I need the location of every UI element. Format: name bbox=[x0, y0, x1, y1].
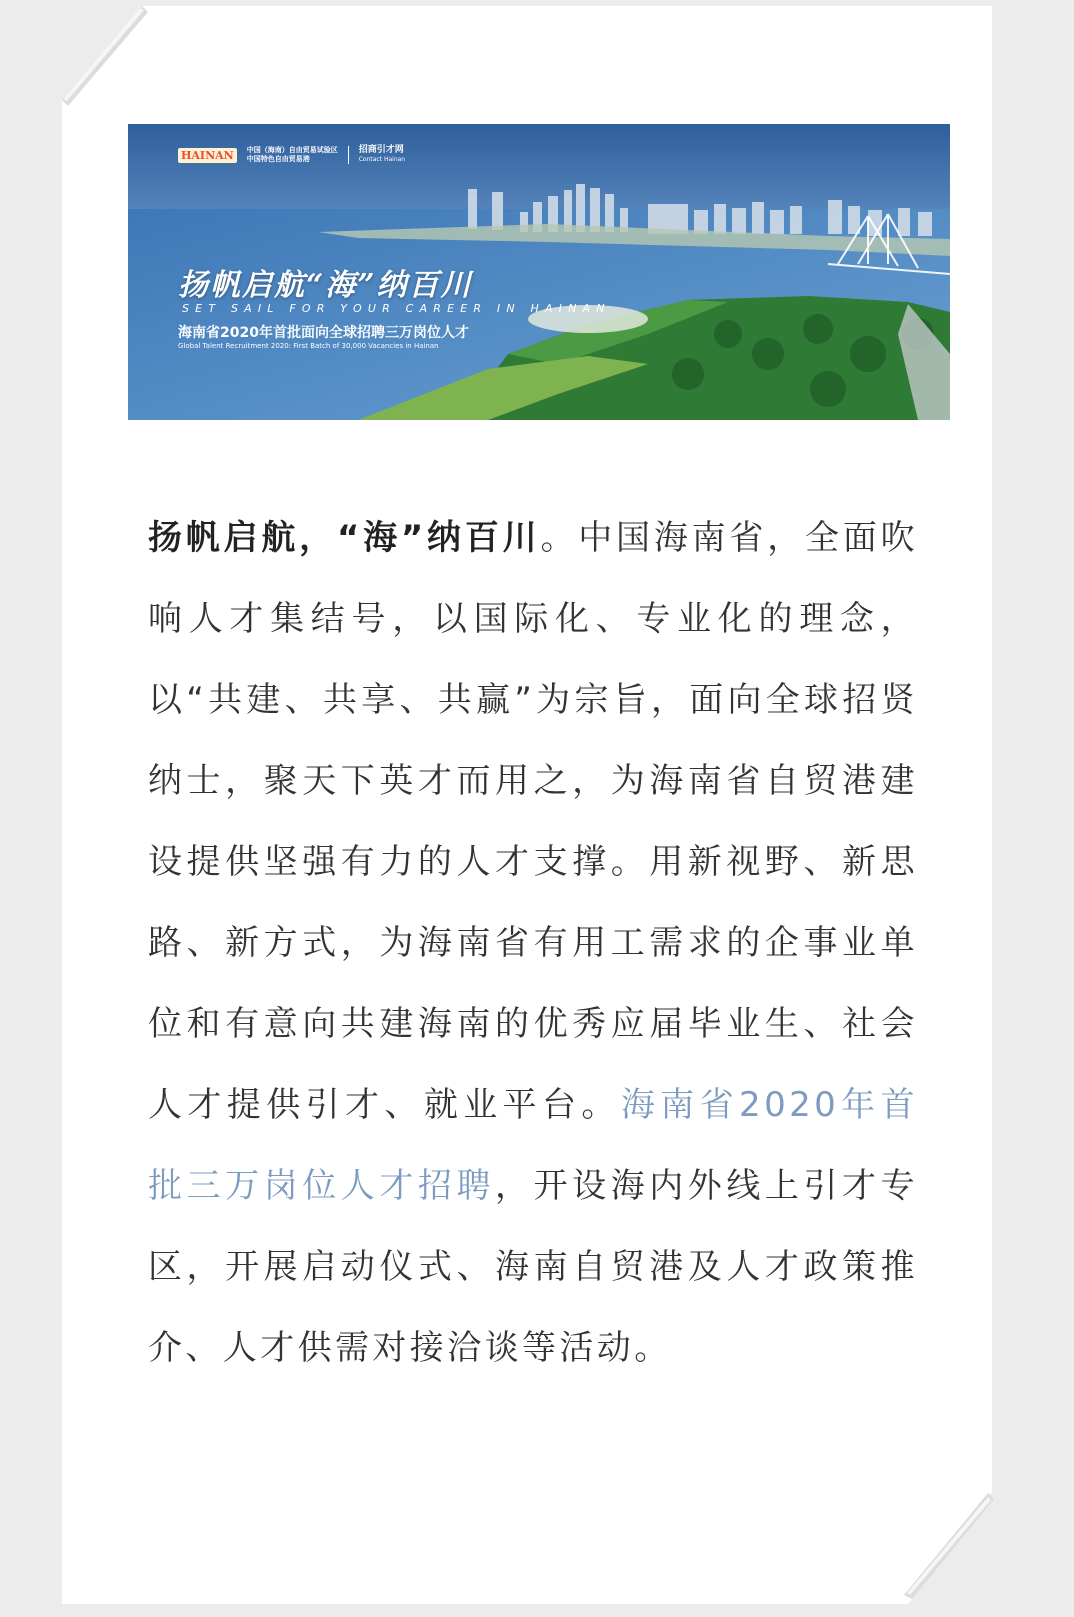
article-body-2: ，开设海内外线上引才专区，开展启动仪式、海南自贸港及人才政策推介、人才供需对接洽谈等活动。 bbox=[148, 1166, 918, 1368]
page-curl-bottom-right bbox=[896, 1487, 996, 1607]
banner-subtitle-cn: 海南省2020年首批面向全球招聘三万岗位人才 bbox=[178, 325, 469, 341]
article-paragraph bbox=[148, 498, 918, 1389]
banner-subtitle-en-2: Global Talent Recruitment 2020: First Batch of 30,000 Vacancies in Hainan bbox=[178, 342, 439, 350]
article-body-1: 。中国海南省，全面吹响人才集结号，以国际化、专业化的理念，以“共建、共享、共赢”为宗旨，面向全球招贤纳士，聚天下英才而用之，为海南省自贸港建设提供坚强有力的人才支撑。用新视野、新思路、新方式，为海南省有用工需求的企事业单位和有意向共建海南的优秀应届毕业生、社会人才提供引才、就业平台。 bbox=[148, 518, 919, 1125]
banner-brand bbox=[178, 146, 405, 164]
brand-contact-en: Contact Hainan bbox=[358, 156, 406, 163]
recruitment-link[interactable]: 海南省2020年首批三万岗位人才招聘 bbox=[148, 1085, 918, 1206]
banner-subtitle-en: SET SAIL FOR YOUR CAREER IN HAINAN bbox=[182, 302, 611, 315]
hainan-logo: HAINAN bbox=[178, 148, 237, 163]
recruitment-banner bbox=[128, 124, 950, 420]
article-lead: 扬帆启航，“海”纳百川 bbox=[148, 518, 541, 558]
brand-contact-cn: 招商引才网 bbox=[358, 145, 404, 155]
banner-title: 扬帆启航“海”纳百川 bbox=[178, 268, 473, 303]
brand-line-2: 中国特色自由贸易港 bbox=[246, 155, 310, 163]
page-curl-top-left bbox=[56, 0, 166, 110]
brand-divider bbox=[348, 146, 349, 164]
brand-contact bbox=[359, 146, 405, 164]
brand-line-1: 中国（海南）自由贸易试验区 bbox=[246, 146, 338, 154]
brand-lines bbox=[247, 146, 338, 164]
